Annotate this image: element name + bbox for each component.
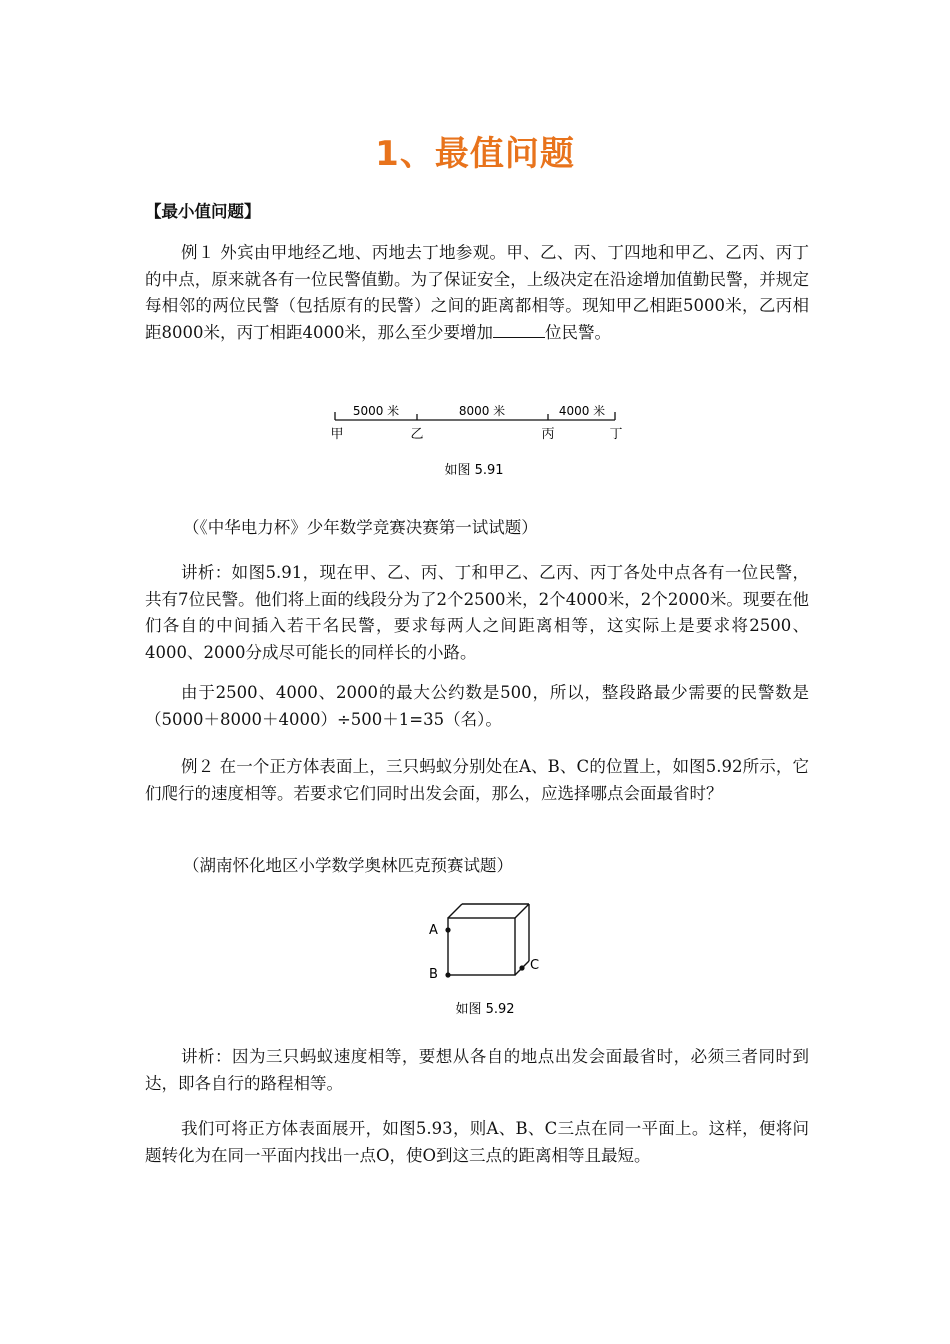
label-b: B [429,967,438,982]
example-1-text-end: 位民警。 [544,322,611,342]
conclusion-2-paragraph: 我们可将正方体表面展开，如图5.93，则A、B、C三点在同一平面上。这样，便将问题转化为在同一平面内找出一点O，使O到这三点的距离相等且最短。 [145,1119,809,1165]
example-1-paragraph [145,240,809,346]
label-a: A [429,923,438,938]
section-heading: 【最小值问题】 [145,202,261,221]
cube-drawing [448,904,529,975]
ant-point-b [445,972,450,977]
analysis-1-paragraph: 讲析：如图5.91，现在甲、乙、丙、丁和甲乙、乙丙、丙丁各处中点各有一位民警，共有7位民警。他们将上面的线段分为了2个2500米，2个4000米，2个2000米。现要在他们各自的中间插入若干名民警，要求每两人之间距离相等，这实际上是要求将2500、4000、2000分成尽可能长的同样长的小路。 [145,563,809,662]
conclusion-1-paragraph: 由于2500、4000、2000的最大公约数是500，所以，整段路最少需要的民警数是（5000＋8000＋4000）÷500＋1=35（名）。 [145,683,809,729]
point-label: 丙 [541,427,555,442]
segment-label: 5000 米 [352,404,400,418]
example-2-paragraph: 例２ 在一个正方体表面上，三只蚂蚁分别处在A、B、C的位置上，如图5.92所示，它们爬行的速度相等。若要求它们同时出发会面，那么，应选择哪点会面最省时？ [145,757,809,803]
point-label: 乙 [410,427,424,442]
point-label: 丁 [609,427,623,442]
answer-blank [493,323,545,338]
page-title: 1、最值问题 [375,134,575,174]
figure-5-92 [420,896,550,1024]
segment-label: 4000 米 [558,404,606,418]
source-citation-1: （《中华电力杯》少年数学竞赛决赛第一试试题） [183,518,538,537]
segment-label: 8000 米 [458,404,506,418]
ant-point-c [519,965,524,970]
point-label: 甲 [330,427,344,442]
analysis-2-paragraph: 讲析：因为三只蚂蚁速度相等，要想从各自的地点出发会面最省时，必须三者同时到达，即各自行的路程相等。 [145,1047,809,1093]
source-citation-2: （湖南怀化地区小学数学奥林匹克预赛试题） [183,856,513,875]
figure-caption: 如图 5.91 [444,463,504,478]
label-c: C [530,958,540,973]
figure-5-91 [320,398,630,488]
ant-point-a [445,927,450,932]
example-1-text: 例１ 外宾由甲地经乙地、丙地去丁地参观。甲、乙、丙、丁四地和甲乙、乙丙、丙丁的中点，原来就各有一位民警值勤。为了保证安全，上级决定在沿途增加值勤民警，并规定每相邻的两位民警（包括原有的民警）之间的距离都相等。现知甲乙相距5000米，乙丙相距8000米，丙丁相距4000米，那么至少要增加 [145,243,809,342]
figure-caption: 如图 5.92 [455,1002,515,1017]
